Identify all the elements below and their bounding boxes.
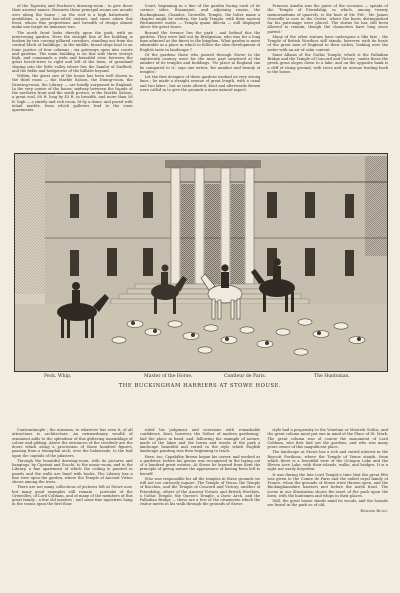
- paragraph: ruled his judgment and aversions with remarkable confidence. Kent, however, the 'father of modern gardening,' had the place in hand, and, following the example of nature, made of the lakes and the lawns and woods of the park a landscape beautiful and varied in the style which English landscape painting was then beginning to teach.: [139, 428, 261, 454]
- article-column-1-continued: [12, 428, 133, 589]
- caption-comte-de-paris: Cantleur de Paris.: [224, 374, 267, 379]
- paragraph: of the Tapestry and Duchess's drawing-room : to give there their ancient names. Bossuets these principal rooms are arcade over along the house ; on the roof is a high balustrade ; medallions, a great bas-relief, statues, and vases adorn this front, whose fine proportions and breadth of design almost make one forget its immense size.: [12, 4, 133, 30]
- article-column-1: [12, 4, 133, 148]
- harriers-at-stowe-engraving: [15, 154, 387, 371]
- paragraph: Within, the great size of the house has been well shown in the third room — the Marble Saloon, the Dining-room, the Drawing-room, the Library — are hardly surpassed in England. In the very centre of the house, midway between the façade of the northern front and the south portico, is the Marble Saloon, a great oval, 60 ft. long by 43 ft. in breadth, and more than 56 ft. high — a stately and rich room, lit by a dome, and paved with inlaid marble, from which galleries lead to the state apartments.: [12, 74, 133, 112]
- paragraph: There are not many collections of pictures left at Stowe now, but many good examples still remain : portraits of the Grenvilles, of Lord Cobham, and of many of the members of this great family ; a few old masters ; and some fine tapestries hang in the rooms upon the first floor.: [12, 485, 133, 507]
- article-column-2-continued: [140, 428, 261, 589]
- plate-title: THE BUCKINGHAM HARRIERS AT STOWE HOUSE.: [118, 383, 282, 389]
- paragraph: Court, beginning in a line of the garden facing each of its cornice sides, Bosanquet, and adjoining rooms, the Buckinghams, Chandos, Grenville, Temple, the latter name a chapter might be written, the Lady Temple, with their ancient Westminster motto — Templa quam dilecta — still displayed above the great doors.: [139, 4, 261, 30]
- paragraph: Beyond the terrace lies the park ; and behind this the gardens. They were laid out by Bridgeman, who was for a long time admired as the finest in the kingdom. What garden is more admirable as a place in which to follow the slow development of English taste in landscape ?: [139, 30, 261, 52]
- article-column-3-continued: [267, 428, 388, 589]
- engraving-plate: [14, 153, 388, 372]
- paragraph: Of the gardens those who passed through Stowe in the eighteenth century were for the most part surprised at the number of its temples and buildings. 'No place in England can be compared to it,' says one writer, 'for number and beauty of temples.': [139, 52, 261, 74]
- paragraph: Who was responsible for all the temples in these grounds we will not too curiously inquire. The Temple of Venus, the Temple of Bacchus, and the Temple of Concord and Victory, another of Friendship, others of the Ancient Virtues and British Worthies, a Gothic Temple, the Queen's Temple, a Doric Arch, and the Palladian Bridge — these are a few of the ornaments which the visitor meets in his walk through the grounds of Stowe.: [139, 476, 261, 507]
- article-column-2: [140, 4, 261, 148]
- article-bottom-columns: [12, 428, 388, 589]
- caption-master-of-horse: Master of the Horse.: [144, 374, 193, 379]
- paragraph: Through the beautiful drawing-room, with its pictures and hangings, by Cipriani and Zucchi, to the music-room, and to the Library, a fine apartment of which the ceiling is painted in panels and the walls are lined with books. The Library has a fine view upon the garden, where the Temple of Ancient Virtue shows among the trees.: [12, 458, 133, 484]
- article-column-3: [267, 4, 388, 148]
- paragraph: Let the first designer of these gardens worked on very strong lines ; he made a straight avenue of great length, with a canal and two lakes ; but as taste altered, Kent and afterwards Brown were called in to give the grounds a more natural aspect.: [139, 75, 261, 92]
- paragraph: The landscape at Stowe has a rich and varied interest in the Boycott Pavilions, where the Temple of Venus stands, from which there is a beautiful view of the Octagon Lake and the Eleven Acre Lake, with their islands, walks, and bridges. It is a sight not easily forgotten.: [267, 450, 389, 472]
- magazine-page: [12, 4, 388, 589]
- paragraph: It was during the late Lord Temple's time that the great fête was given to the Comte de Paris and the exiled royal family of France, when the grounds of Stowe were thrown open, and the Buckinghamshire harriers met before the north front. The scene in our illustration shows the meet of the pack upon the lawn, with the huntsmen and whips in their places.: [267, 472, 389, 498]
- paragraph: Saint Albans of the Gothic Temple, which is the Palladian Bridge and the Temple of Concord and Victory ; under these the green grass slopes down to a lake, and on the opposite bank is a cliff of rising ground, with trees and an avenue leading back to the house.: [267, 52, 389, 74]
- paragraph: style had a propensity to the Venetian or Moorish Gothic, and the great column must put one in mind of the Place of St. Mark. The great column was of course the monument of Lord Cobham, who first laid out the gardens, and who was many years owner of this magnificent place.: [267, 428, 389, 449]
- paragraph: Constantinople ; the museum, to whatever has seen it, of all attractions to architecture. An extraordinary wealth of ornament adds to the splendour of this glittering assemblage of colour and gilding. Above the entrances of the vestibule are the doors which along a procession of those hundred figures, passing from a triumphal arch, over the balustrade, to the leaf upon the capitals of the pilasters.: [12, 428, 133, 458]
- paragraph: Princess Amelia was the guest of the occasion — speaks of the 'Temple of Friendship, in which, among twenty memorandums of quarrels, is the bust of Mr. Pitt ; Mr. James Grenville is now in the Grotto, where the busts distinguished for his patronage were placed. The shrine he has still been allowed to remain, though the characters have long since parted.': [267, 4, 389, 34]
- article-top-columns: [12, 4, 388, 148]
- plate-captions: [14, 373, 386, 381]
- caption-huntsman: The Huntsman.: [314, 374, 350, 379]
- paragraph: The north front looks directly upon the park, with an intervening garden. Here the straight line of the building is broken by two curving pillared corridors, standing out from the central block of buildings ; in the middle, broad steps lead to an Ionic portico of four columns ; six gateways open into courts and gardens. The main building is on this side three storeys high, and commands a wide and beautiful view, between the great beech-trees to right and left of the lawn, of grassland sloping into the little valley where lies the hamlet of Dadford, and the fields and hedgerows of the hillside beyond.: [12, 30, 133, 73]
- paragraph: Many of the other statues have undergone a like fate ; the Temple of British Worthies still stands, however, with its busts of the great men of England in their niches, looking over the water with an air of calm content.: [267, 34, 389, 52]
- paragraph: Still, the great house stands amid its woods, and the hounds are heard in the park as of old.: [267, 499, 389, 508]
- paragraph: Here, too, Capability Brown began his career, and worked as a gardener, before his genius was recognised in the laying out of a hundred great estates. At Stowe he learned from Kent the principle of giving nature the appearance of having been left to herself.: [139, 454, 261, 476]
- author-signature: Edward Bunn.: [360, 508, 389, 513]
- caption-peck-whip: Peck. Whip.: [44, 374, 72, 379]
